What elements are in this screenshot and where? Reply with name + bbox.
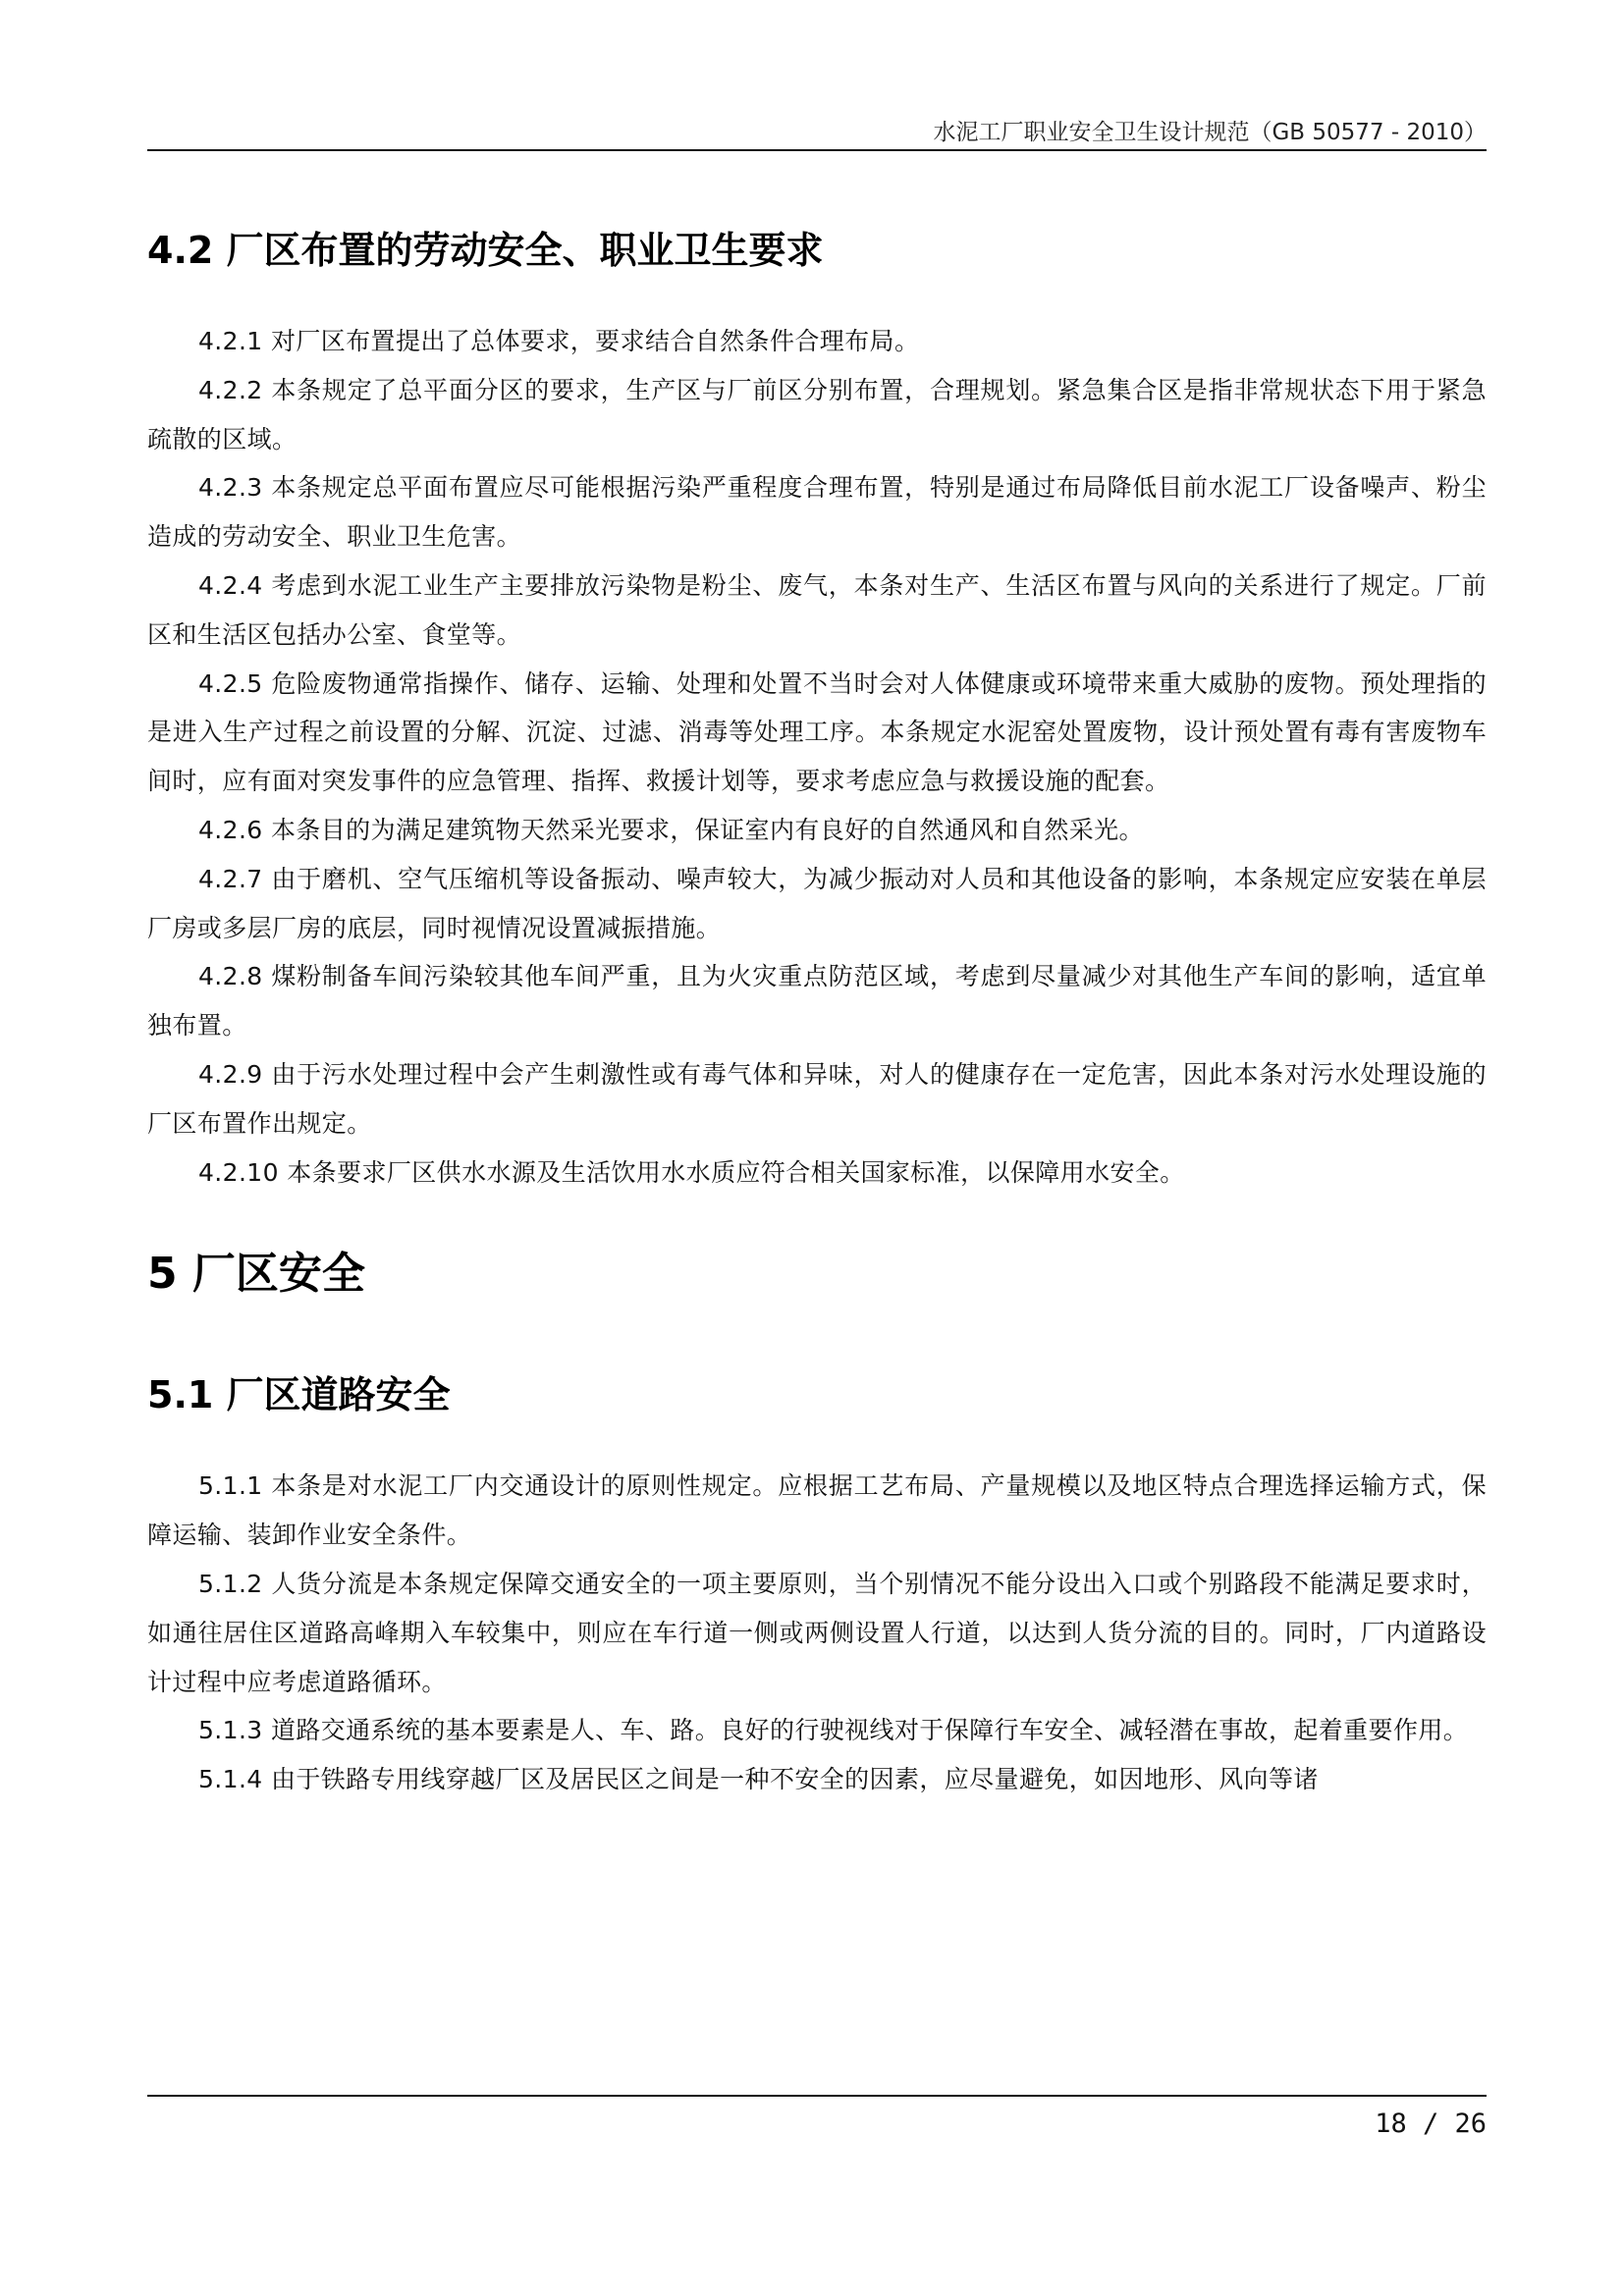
paragraph-4-2-5: 4.2.5 危险废物通常指操作、储存、运输、处理和处置不当时会对人体健康或环境带来重大威胁的废物。预处理指的是进入生产过程之前设置的分解、沉淀、过滤、消毒等处理工序。本条规定水泥窑处置废物，设计预处置有毒有害废物车间时，应有面对突发事件的应急管理、指挥、救援计划等，要求考虑应急与救援设施的配套。 xyxy=(147,668,1487,796)
paragraph-4-2-4: 4.2.4 考虑到水泥工业生产主要排放污染物是粉尘、废气，本条对生产、生活区布置与风向的关系进行了规定。厂前区和生活区包括办公室、食堂等。 xyxy=(147,570,1487,649)
spacer xyxy=(147,1197,1487,1242)
paragraph-4-2-7: 4.2.7 由于磨机、空气压缩机等设备振动、噪声较大，为减少振动对人员和其他设备的影响，本条规定应安装在单层厂房或多层厂房的底层，同时视情况设置减振措施。 xyxy=(147,864,1487,942)
header-rule xyxy=(147,149,1487,151)
page-number: 18 / 26 xyxy=(1375,2109,1487,2139)
section-heading-5-1: 5.1 厂区道路安全 xyxy=(147,1373,451,1417)
spacer xyxy=(147,280,1487,317)
paragraph-4-2-1: 4.2.1 对厂区布置提出了总体要求，要求结合自然条件合理布局。 xyxy=(198,327,920,355)
chapter-heading-5: 5 厂区安全 xyxy=(147,1249,365,1300)
paragraph-4-2-8: 4.2.8 煤粉制备车间污染较其他车间严重，且为火灾重点防范区域，考虑到尽量减少对其他生产车间的影响，适宜单独布置。 xyxy=(147,962,1487,1041)
page-content xyxy=(147,221,1487,1804)
spacer xyxy=(147,1424,1487,1462)
running-header: 水泥工厂职业安全卫生设计规范（GB 50577 - 2010） xyxy=(933,120,1487,145)
paragraph-4-2-6: 4.2.6 本条目的为满足建筑物天然采光要求，保证室内有良好的自然通风和自然采光。 xyxy=(198,815,1144,844)
footer-rule xyxy=(147,2095,1487,2097)
paragraph-5-1-4: 5.1.4 由于铁路专用线穿越厂区及居民区之间是一种不安全的因素，应尽量避免，如因地形、风向等诸 xyxy=(198,1765,1319,1794)
paragraph-5-1-1: 5.1.1 本条是对水泥工厂内交通设计的原则性规定。应根据工艺布局、产量规模以及地区特点合理选择运输方式，保障运输、装卸作业安全条件。 xyxy=(147,1471,1487,1550)
paragraph-5-1-3: 5.1.3 道路交通系统的基本要素是人、车、路。良好的行驶视线对于保障行车安全、减轻潜在事故，起着重要作用。 xyxy=(198,1716,1469,1745)
paragraph-4-2-10: 4.2.10 本条要求厂区供水水源及生活饮用水水质应符合相关国家标准，以保障用水安全。 xyxy=(198,1157,1185,1187)
paragraph-4-2-9: 4.2.9 由于污水处理过程中会产生刺激性或有毒气体和异味，对人的健康存在一定危害，因此本条对污水处理设施的厂区布置作出规定。 xyxy=(147,1059,1487,1138)
paragraph-4-2-2: 4.2.2 本条规定了总平面分区的要求，生产区与厂前区分别布置，合理规划。紧急集合区是指非常规状态下用于紧急疏散的区域。 xyxy=(147,375,1487,454)
spacer xyxy=(147,1307,1487,1365)
section-heading-4-2: 4.2 厂区布置的劳动安全、职业卫生要求 xyxy=(147,229,824,272)
paragraph-4-2-3: 4.2.3 本条规定总平面布置应尽可能根据污染严重程度合理布置，特别是通过布局降低目前水泥工厂设备噪声、粉尘造成的劳动安全、职业卫生危害。 xyxy=(147,473,1487,552)
paragraph-5-1-2: 5.1.2 人货分流是本条规定保障交通安全的一项主要原则，当个别情况不能分设出入口或个别路段不能满足要求时，如通往居住区道路高峰期入车较集中，则应在车行道一侧或两侧设置人行道，以达到人货分流的目的。同时，厂内道路设计过程中应考虑道路循环。 xyxy=(147,1569,1487,1696)
